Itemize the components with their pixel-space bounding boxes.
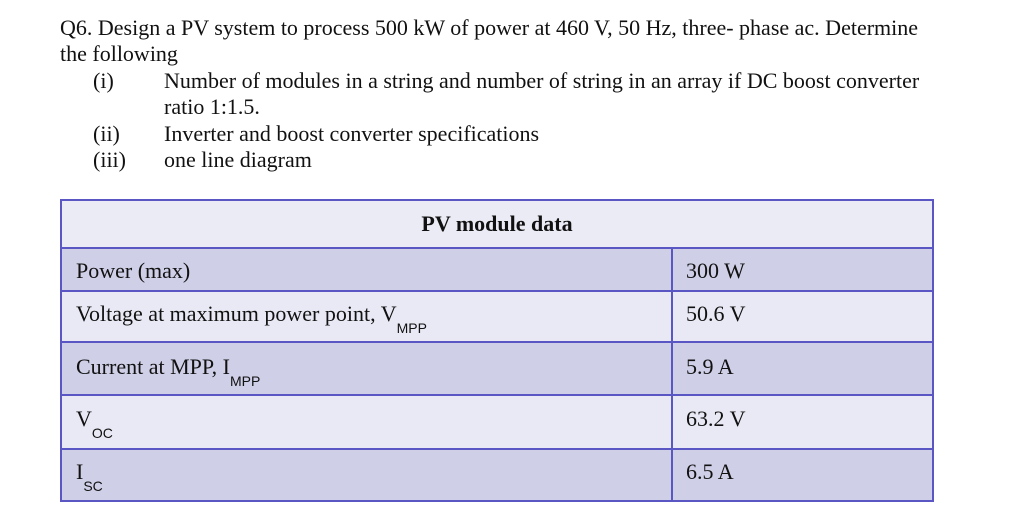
table-row-isc <box>62 448 932 500</box>
table-row-impp <box>62 341 932 394</box>
row-value-cell <box>673 396 932 448</box>
table-row-power-max <box>62 247 932 290</box>
part-text-line-2: ratio 1:1.5. <box>164 94 260 119</box>
row-label-subscript: OC <box>91 425 113 441</box>
part-text-line-1: Number of modules in a string and number of string in an array if DC boost converter <box>164 68 920 93</box>
table-title: PV module data <box>421 211 573 236</box>
part-number: (i) <box>93 68 114 93</box>
table-row-vmpp <box>62 290 932 341</box>
row-value: 6.5 A <box>686 459 734 484</box>
row-label: Voltage at maximum power point, V <box>76 301 397 326</box>
row-label-subscript: MPP <box>230 373 261 389</box>
row-label: V <box>76 406 92 431</box>
table-row-voc <box>62 394 932 448</box>
row-value: 63.2 V <box>686 406 746 431</box>
row-value: 5.9 A <box>686 354 734 379</box>
row-label: I <box>76 459 84 484</box>
row-label-cell <box>62 343 673 394</box>
row-label-cell <box>62 450 673 500</box>
table-header <box>62 201 932 247</box>
part-text: one line diagram <box>164 147 312 172</box>
part-text: Inverter and boost converter specifications <box>164 121 540 146</box>
row-label-cell <box>62 396 673 448</box>
row-label-cell <box>62 249 673 290</box>
row-value: 50.6 V <box>686 301 746 326</box>
row-label-cell <box>62 292 673 341</box>
row-label: Current at MPP, I <box>76 354 230 379</box>
row-value-cell <box>673 450 932 500</box>
question-line-2: the following <box>60 41 178 66</box>
row-label-subscript: SC <box>83 478 103 494</box>
question-line-1: Q6. Design a PV system to process 500 kW of power at 460 V, 50 Hz, three- phase ac. Determine <box>60 15 919 40</box>
row-value-cell <box>673 343 932 394</box>
question-text <box>60 15 980 67</box>
row-value: 300 W <box>686 258 745 283</box>
part-number: (iii) <box>93 147 126 172</box>
row-label-subscript: MPP <box>396 320 427 336</box>
pv-module-data-table <box>60 199 934 502</box>
row-label: Power (max) <box>76 258 191 283</box>
row-value-cell <box>673 249 932 290</box>
part-number: (ii) <box>93 121 120 146</box>
row-value-cell <box>673 292 932 341</box>
